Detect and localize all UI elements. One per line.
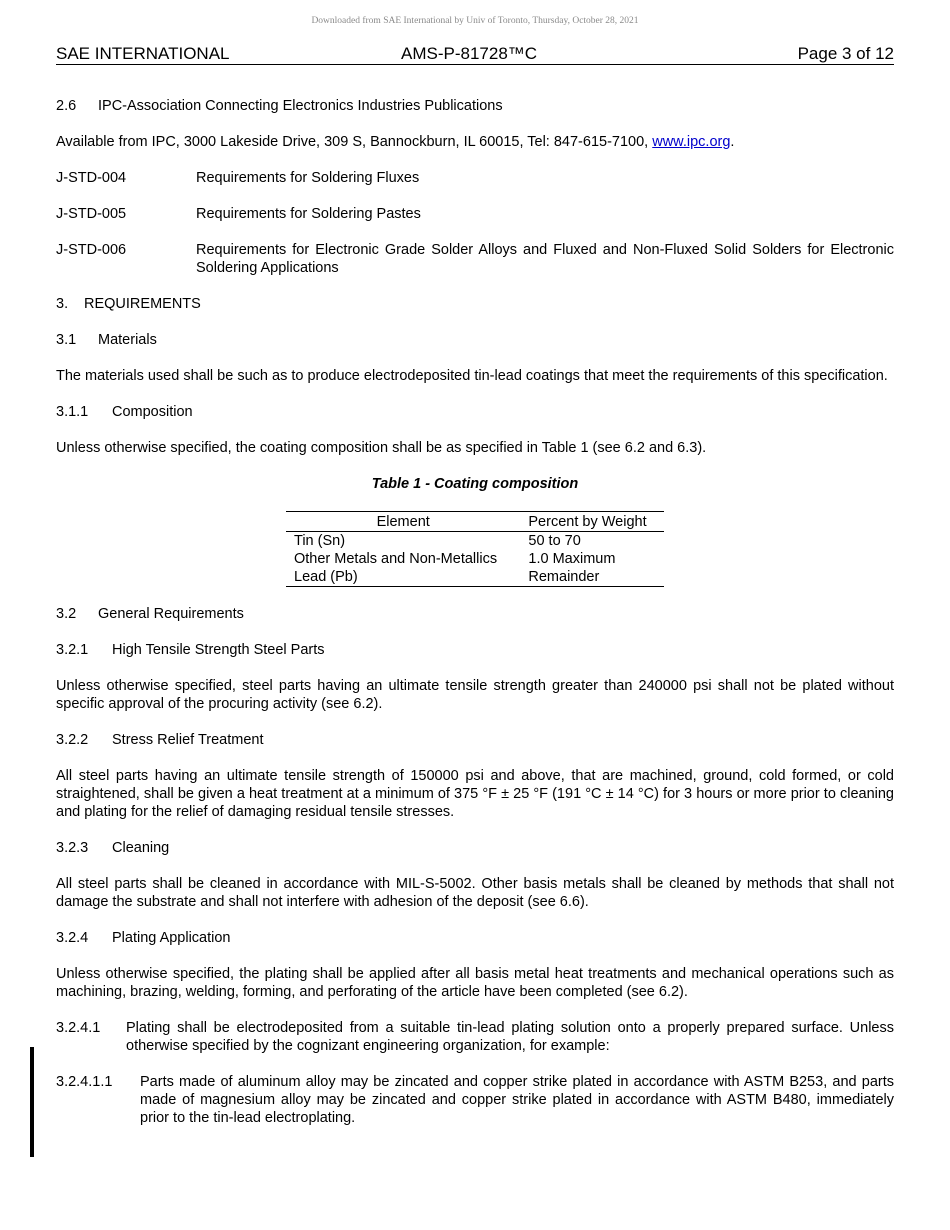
standard-id: J-STD-004 xyxy=(56,170,127,186)
section-3-2-4-1-1 xyxy=(56,1073,894,1127)
section-3-2-4-1 xyxy=(56,1019,894,1055)
section-3-2-heading xyxy=(56,605,894,623)
section-number: 3. xyxy=(56,296,69,312)
table-cell: Lead (Pb) xyxy=(286,568,520,587)
section-text: Plating shall be electrodeposited from a suitable tin-lead plating solution onto a properly prepared surface. Unless otherwise specified by the cognizant engineering organization, for example: xyxy=(126,1020,894,1054)
section-number: 3.2.1 xyxy=(56,642,89,658)
standard-row xyxy=(56,205,894,223)
table-cell: 1.0 Maximum xyxy=(528,551,616,567)
section-2-6-heading xyxy=(56,97,894,115)
section-3-2-3-heading xyxy=(56,839,894,857)
section-3-1-1-heading xyxy=(56,403,894,421)
section-title: General Requirements xyxy=(98,606,244,622)
standard-id: J-STD-006 xyxy=(56,242,127,258)
availability-suffix: . xyxy=(730,134,735,150)
page-header xyxy=(56,44,894,65)
section-3-2-1-heading xyxy=(56,641,894,659)
section-3-2-2-heading xyxy=(56,731,894,749)
section-3-1-1-text: Unless otherwise specified, the coating composition shall be as specified in Table 1 (see 6.2 and 6.3). xyxy=(56,440,707,456)
section-text: Parts made of aluminum alloy may be zincated and copper strike plated in accordance with ASTM B253, and parts made of magnesium alloy may be zincated and copper strike plated in accordance with ASTM B480, immediately prior to the tin-lead electroplating. xyxy=(140,1074,894,1126)
section-number: 3.2 xyxy=(56,606,77,622)
section-title: IPC-Association Connecting Electronics Industries Publications xyxy=(98,98,503,114)
standard-id: J-STD-005 xyxy=(56,206,127,222)
table-row xyxy=(286,550,664,568)
download-watermark: Downloaded from SAE International by Univ of Toronto, Thursday, October 28, 2021 xyxy=(311,16,639,26)
standard-title: Requirements for Soldering Fluxes xyxy=(196,170,420,186)
section-title: Cleaning xyxy=(112,840,170,856)
header-doc-number: AMS-P-81728™C xyxy=(401,44,538,63)
header-publisher: SAE INTERNATIONAL xyxy=(56,44,230,63)
section-3-2-2-text: All steel parts having an ultimate tensile strength of 150000 psi and above, that are machined, ground, cold formed, or cold straightened, shall be given a heat treatment at a minimum of 375 °F ± 25 °F (191 °C ± 14 °C) for 3 hours or more prior to cleaning and plating for the relief of damaging residual tensile stresses. xyxy=(56,768,894,820)
section-3-2-3-text: All steel parts shall be cleaned in accordance with MIL-S-5002. Other basis metals shall be cleaned by methods that shall not damage the substrate and shall not interfere with adhesion of the deposit (see 6.6). xyxy=(56,876,894,910)
section-number: 3.2.3 xyxy=(56,840,89,856)
section-number: 3.1 xyxy=(56,332,77,348)
header-page-number: Page 3 of 12 xyxy=(797,44,894,63)
section-3-heading xyxy=(56,295,894,313)
section-3-2-4-heading xyxy=(56,929,894,947)
section-3-2-4-text: Unless otherwise specified, the plating shall be applied after all basis metal heat treatments and mechanical operations such as machining, brazing, welding, forming, and perforating of the article have been completed (see 6.2). xyxy=(56,966,894,1000)
standard-row xyxy=(56,169,894,187)
table-row xyxy=(286,532,664,551)
section-title: Materials xyxy=(98,332,157,348)
section-number: 3.2.4.1 xyxy=(56,1020,101,1036)
section-number: 3.2.4 xyxy=(56,930,89,946)
table-cell: Other Metals and Non-Metallics xyxy=(294,551,498,567)
revision-change-bar xyxy=(30,1047,34,1157)
page-body xyxy=(56,97,894,1145)
section-title: Composition xyxy=(112,404,193,420)
section-number: 2.6 xyxy=(56,98,77,114)
section-number: 3.1.1 xyxy=(56,404,89,420)
table-cell: Tin (Sn) xyxy=(294,533,346,549)
section-3-2-1-text: Unless otherwise specified, steel parts having an ultimate tensile strength greater than 240000 psi shall not be plated without specific approval of the procuring activity (see 6.2). xyxy=(56,678,894,712)
section-3-1-heading xyxy=(56,331,894,349)
coating-composition-table xyxy=(286,511,664,587)
column-header: Percent by Weight xyxy=(520,512,664,532)
standard-title: Requirements for Electronic Grade Solder Alloys and Fluxed and Non-Fluxed Solid Solders for Electronic Soldering Applications xyxy=(196,242,894,276)
standard-row xyxy=(56,241,894,277)
section-3-1-text: The materials used shall be such as to produce electrodeposited tin-lead coatings that meet the requirements of this specification. xyxy=(56,368,888,384)
section-title: Plating Application xyxy=(112,930,231,946)
table-cell: 50 to 70 xyxy=(528,533,581,549)
table-cell: Remainder xyxy=(520,568,664,587)
ipc-website-link[interactable]: www.ipc.org xyxy=(652,134,731,150)
standard-title: Requirements for Soldering Pastes xyxy=(196,206,421,222)
availability-text: Available from IPC, 3000 Lakeside Drive, 309 S, Bannockburn, IL 60015, Tel: 847-615-7100, xyxy=(56,134,653,150)
section-title: Stress Relief Treatment xyxy=(112,732,264,748)
section-title: REQUIREMENTS xyxy=(84,296,201,312)
section-title: High Tensile Strength Steel Parts xyxy=(112,642,325,658)
section-number: 3.2.4.1.1 xyxy=(56,1074,113,1090)
section-number: 3.2.2 xyxy=(56,732,89,748)
table-caption: Table 1 - Coating composition xyxy=(371,476,579,492)
table-header-row xyxy=(286,512,664,532)
table-row xyxy=(286,568,664,587)
ipc-availability xyxy=(56,133,894,151)
column-header: Element xyxy=(286,512,520,532)
